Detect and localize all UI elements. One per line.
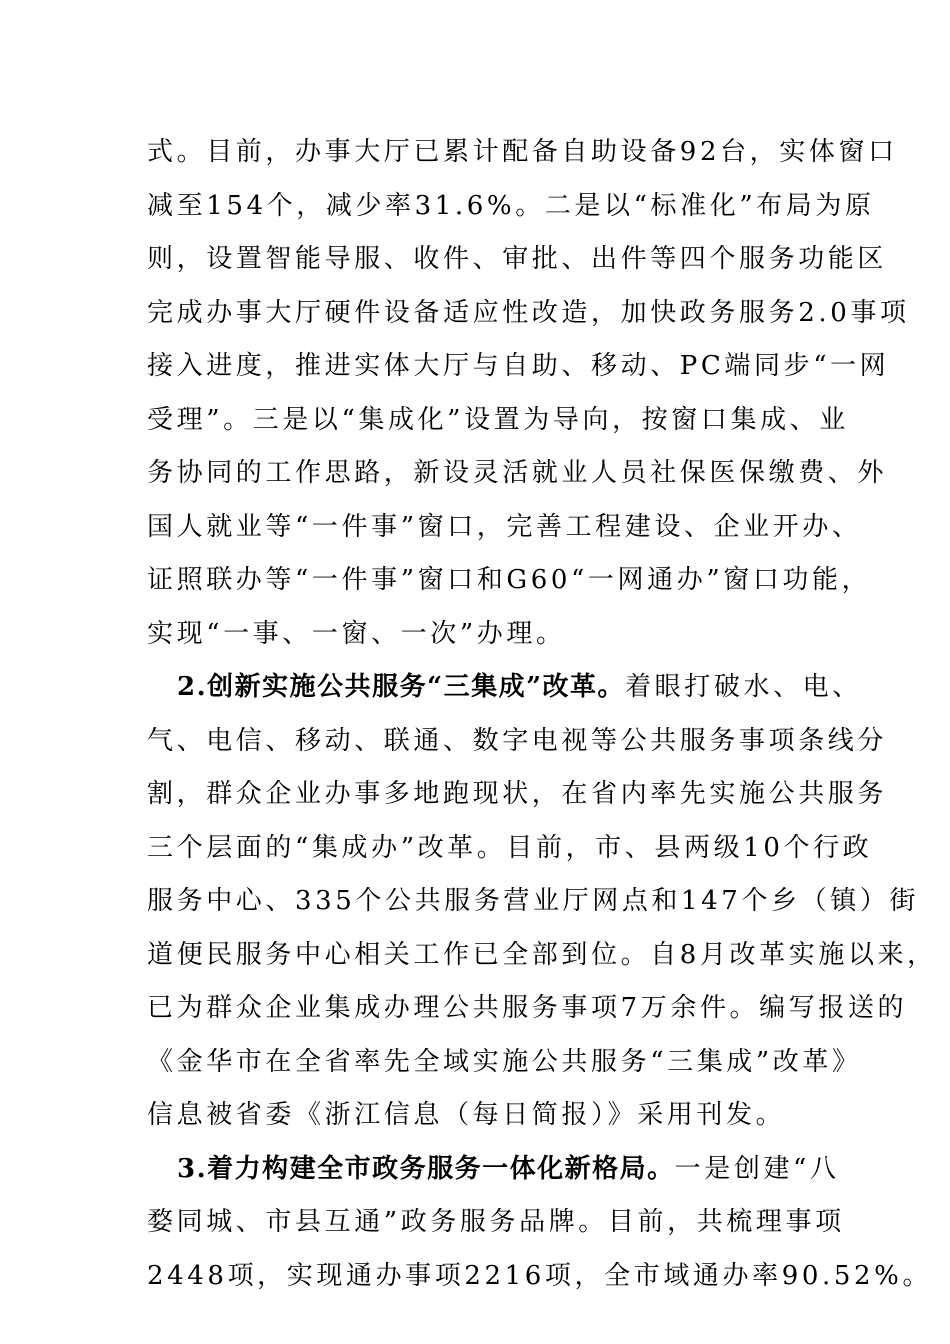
paragraph-line: 完成办事大厅硬件设备适应性改造，加快政务服务2.0事项 <box>147 297 910 328</box>
paragraph-line: 受理”。三是以“集成化”设置为导向，按窗口集成、业 <box>147 404 849 435</box>
paragraph-line: 信息被省委《浙江信息（每日简报）》采用刊发。 <box>147 1100 786 1130</box>
paragraph-line: 三个层面的“集成办”改革。目前，市、县两级10个行政 <box>147 832 873 863</box>
paragraph-line: 已为群众企业集成办理公共服务事项7万余件。编写报送的 <box>147 993 908 1023</box>
paragraph-line: 2448项，实现通办事项2216项，全市域通办率90.52%。 <box>147 1260 933 1291</box>
paragraph-line: 气、电信、移动、联通、数字电视等公共服务事项条线分 <box>147 725 888 756</box>
section-3-heading: 3.着力构建全市政务服务一体化新格局。 <box>177 1153 675 1184</box>
section-2-first-line <box>147 661 862 715</box>
paragraph-line: 则，设置智能导服、收件、审批、出件等四个服务功能区 <box>147 244 888 274</box>
paragraph-line: 婺同城、市县互通”政务服务品牌。目前，共梳理事项 <box>147 1207 845 1237</box>
paragraph-line: 务协同的工作思路，新设灵活就业人员社保医保缴费、外 <box>147 458 888 488</box>
paragraph-line: 减至154个，减少率31.6%。二是以“标准化”布局为原 <box>147 190 875 221</box>
paragraph-line: 实现“一事、一窗、一次”办理。 <box>147 618 566 649</box>
section-2-first-line-text: 着眼打破水、电、 <box>625 672 862 702</box>
paragraph-line: 式。目前，办事大厅已累计配备自助设备92台，实体窗口 <box>147 137 898 167</box>
paragraph-line: 割，群众企业办事多地跑现状，在省内率先实施公共服务 <box>147 779 888 809</box>
paragraph-line: 《金华市在全省率先全域实施公共服务“三集成”改革》 <box>147 1046 862 1077</box>
paragraph-line: 证照联办等“一件事”窗口和G60“一网通办”窗口功能， <box>147 565 872 595</box>
paragraph-line: 道便民服务中心相关工作已全部到位。自8月改革实施以来， <box>147 939 937 970</box>
section-3-first-line <box>147 1143 840 1197</box>
paragraph-line: 服务中心、335个公共服务营业厅网点和147个乡（镇）街 <box>147 886 920 916</box>
section-2-heading: 2.创新实施公共服务“三集成”改革。 <box>177 672 626 702</box>
section-3-first-line-text: 一是创建“八 <box>674 1153 840 1184</box>
paragraph-line: 接入进度，推进实体大厅与自助、移动、PC端同步“一网 <box>147 351 890 381</box>
body-text <box>147 126 937 1303</box>
paragraph-line: 国人就业等“一件事”窗口，完善工程建设、企业开办、 <box>147 511 862 542</box>
